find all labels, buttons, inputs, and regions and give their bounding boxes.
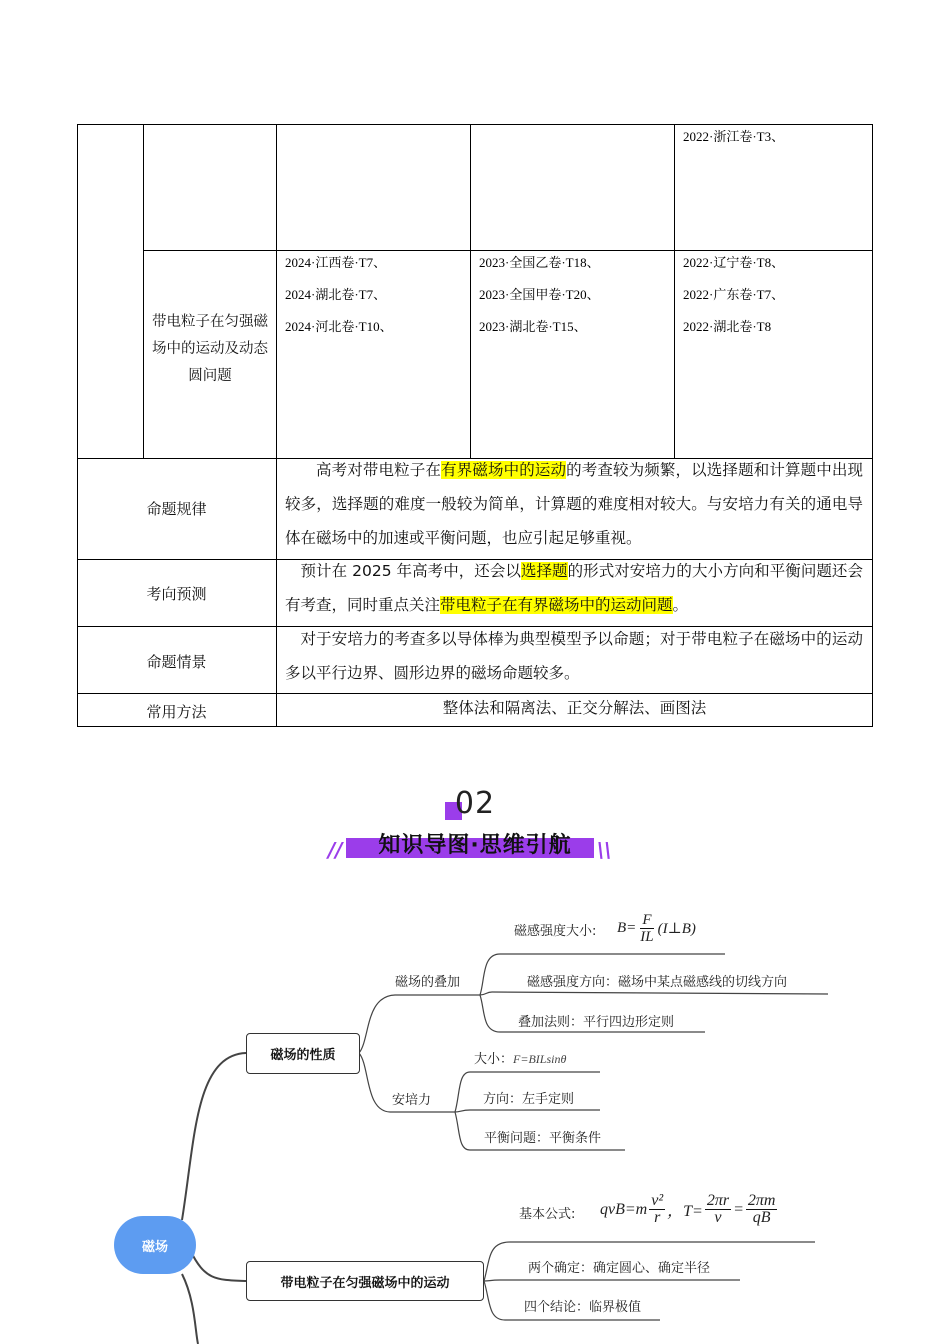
table-border-right <box>872 124 873 727</box>
root-node: 磁场 <box>114 1216 196 1274</box>
methods-text: 整体法和隔离法、正交分解法、画图法 <box>442 699 707 717</box>
formula-part: qvB=m <box>600 1200 648 1218</box>
denominator: r <box>654 1209 661 1226</box>
fraction <box>705 1193 731 1226</box>
exam-ref: 2024·湖北卷·T7、 <box>285 287 387 302</box>
ampere-size <box>474 1048 566 1067</box>
exam-ref: 2022·湖北卷·T8 <box>683 319 772 334</box>
section-title: 知识导图·思维引航 <box>378 833 572 858</box>
fraction <box>649 1193 665 1226</box>
node-superposition: 磁场的叠加 <box>395 975 461 990</box>
numerator: F <box>642 912 652 928</box>
formula-part: ，T= <box>667 1203 703 1220</box>
label-forecast: 考向预测 <box>146 585 207 603</box>
two-determinations: 两个确定：确定圆心、确定半径 <box>528 1261 711 1276</box>
motion-formulas <box>600 1193 779 1226</box>
formula-part: B= <box>617 920 637 936</box>
connector <box>190 1250 246 1281</box>
cell-2022-refs <box>683 247 784 343</box>
table-divider <box>143 124 144 458</box>
connector <box>182 1053 246 1220</box>
table-border-left <box>77 124 78 727</box>
label-rules: 命题规律 <box>146 500 207 518</box>
slash-decoration-left: // <box>328 838 343 862</box>
basic-formula-label: 基本公式: <box>519 1207 576 1222</box>
table-border-bottom <box>77 726 873 727</box>
forecast-paragraph <box>285 554 863 622</box>
exam-ref: 2024·江西卷·T7、 <box>285 255 387 270</box>
node-particle-motion: 带电粒子在匀强磁场中的运动 <box>246 1261 484 1301</box>
highlight: 有界磁场中的运动 <box>441 461 567 479</box>
topic-charged-particle: 带电粒子在匀强磁场中的运动及动态圆问题 <box>152 314 268 384</box>
ampere-size-label: 大小： <box>474 1052 514 1067</box>
numerator: 2πr <box>706 1192 730 1209</box>
exam-ref: 2024·河北卷·T10、 <box>285 319 393 334</box>
formula-part: (I⊥B) <box>657 921 696 937</box>
rules-text: 的考查较为频繁，以选择题和计算题中出现较多，选择题的难度一般较为简单，计算题的难度相对较大。与安培力有关的通电导体在磁场中的加速或平衡问题，也应引起足够重视。 <box>285 461 863 547</box>
exam-ref: 2023·全国甲卷·T20、 <box>479 287 600 302</box>
strength-size-label: 磁感强度大小: <box>514 924 597 939</box>
superposition-rule: 叠加法则：平行四边形定则 <box>518 1015 675 1030</box>
forecast-text: 。 <box>672 596 689 614</box>
numerator: 2πm <box>747 1192 776 1209</box>
four-conclusions: 四个结论：临界极值 <box>524 1300 642 1315</box>
rules-text: 高考对带电粒子在 <box>316 461 442 479</box>
mind-map <box>0 890 950 1344</box>
node-field-properties: 磁场的性质 <box>246 1033 360 1074</box>
connector <box>182 1274 198 1344</box>
denominator: qB <box>752 1209 771 1226</box>
cell-2023-refs <box>479 247 600 343</box>
context-paragraph: 对于安培力的考查多以导体棒为典型模型予以命题；对于带电粒子在磁场中的运动多以平行边界、圆形边界的磁场命题较多。 <box>285 630 863 682</box>
exam-table <box>77 124 873 727</box>
slash-decoration-right: \\ <box>597 838 612 862</box>
exam-ref: 2023·湖北卷·T15、 <box>479 319 587 334</box>
section-number: 02 <box>454 786 496 821</box>
connector <box>455 1110 600 1112</box>
strength-direction: 磁感强度方向：磁场中某点磁感线的切线方向 <box>527 975 788 990</box>
table-divider <box>470 124 471 458</box>
fraction <box>638 912 655 945</box>
exam-ref: 2022·辽宁卷·T8、 <box>683 255 785 270</box>
exam-ref: 2022·广东卷·T7、 <box>683 287 785 302</box>
formula-part: = <box>733 1200 744 1218</box>
numerator: v² <box>651 1192 664 1209</box>
connector <box>480 992 828 995</box>
table-divider <box>674 124 675 458</box>
highlight: 选择题 <box>520 562 568 580</box>
connector <box>484 1280 740 1281</box>
label-context: 命题情景 <box>146 653 207 671</box>
highlight: 带电粒子在有界磁场中的运动问题 <box>440 596 673 614</box>
exam-ref: 2022·浙江卷·T3、 <box>683 129 785 144</box>
forecast-text: 的形式对安培力的大小方向和平衡问题还会有考查，同时重点关注 <box>285 562 863 614</box>
fraction <box>746 1193 778 1226</box>
cell-2024-refs <box>285 247 393 343</box>
denominator: v <box>714 1209 722 1226</box>
forecast-text: 预计在 2025 年高考中，还会以 <box>300 562 521 580</box>
connector <box>359 995 480 1053</box>
ampere-direction: 方向：左手定则 <box>483 1092 575 1107</box>
formula-b <box>617 912 696 945</box>
exam-ref: 2023·全国乙卷·T18、 <box>479 255 600 270</box>
ampere-size-formula: F=BILsinθ <box>513 1052 567 1066</box>
rules-paragraph <box>285 453 863 555</box>
table-divider <box>276 124 277 727</box>
cell-2022-refs-row1 <box>683 121 784 153</box>
label-methods: 常用方法 <box>146 703 207 721</box>
node-ampere-force: 安培力 <box>392 1093 432 1108</box>
denominator: IL <box>640 929 654 945</box>
ampere-balance: 平衡问题：平衡条件 <box>484 1131 602 1146</box>
